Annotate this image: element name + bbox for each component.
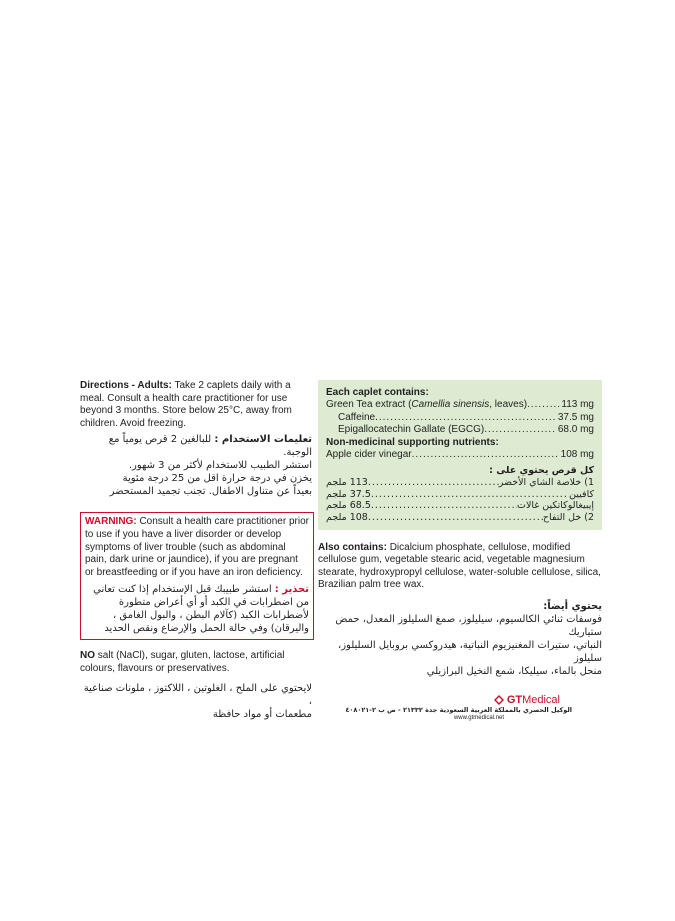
also-contains-ar-heading: يحتوي أيضاً: bbox=[543, 600, 602, 612]
no-salt-en bbox=[80, 650, 312, 675]
ingredient-value: 68.0 mg bbox=[557, 424, 594, 436]
ingredient-row bbox=[326, 424, 594, 436]
leader-dots bbox=[368, 477, 499, 488]
warning-text: Consult a health care practitioner prior to use if you have a liver disorder or develop symptoms of liver trouble (such as abdominal pain, dark urine or jaundice), if you are pregnant or breastfeeding or if you have an iron deficiency. bbox=[85, 516, 309, 578]
also-contains-section bbox=[318, 542, 602, 678]
leader-dots bbox=[368, 512, 543, 523]
ingredient-ar-row bbox=[326, 489, 594, 500]
warning-ar-text: استشر طبيبك قبل الإستخدام إذا كنت تعاني من اضطرابات في الكبد أو أي أعراض متطورة لأضطرابات الكبد (كآلام البطن ، والبول الغامق ، واليرقان) وفي حالة الحمل والإرضاع ونقص الحديد bbox=[93, 584, 309, 635]
contents-heading: Each caplet contains: bbox=[326, 387, 429, 398]
also-contains-ar-line3: منحل بالماء، سيليكا، شمع النخيل البرازيلي bbox=[426, 665, 602, 677]
also-contains-ar-line1: فوسفات ثنائي الكالسيوم، سيليلوز، صمغ السليلوز المعدل، حمض ستياريك bbox=[335, 613, 602, 638]
ingredient-value: 37.5 mg bbox=[557, 411, 594, 423]
brand-gt: GT bbox=[506, 693, 523, 706]
ingredient-ar-name: إيبيغالوكاتكين غالات bbox=[517, 500, 594, 512]
directions-text: Take 2 caplets daily with a meal. Consult a health care practitioner for use beyond 3 months. Store below 25°C, away from children. Avoid freezing. bbox=[80, 380, 292, 429]
gt-medical-logo bbox=[318, 694, 602, 706]
leader-dots bbox=[484, 424, 556, 436]
no-salt-ar bbox=[80, 682, 312, 721]
ingredient-ar-value: 68.5 ملجم bbox=[326, 500, 371, 512]
no-salt-ar-line2: مطعمات أو مواد حافظة bbox=[212, 708, 312, 720]
leader-dots bbox=[371, 500, 517, 511]
ingredient-ar-value: 108 ملجم bbox=[326, 511, 368, 523]
ingredients-box bbox=[318, 380, 602, 530]
ingredient-ar-name: كافيين bbox=[569, 488, 594, 500]
directions-ar-line3: يخزن في درجة حرارة اقل من 25 درجة مئوية bbox=[122, 473, 312, 485]
ingredient-value: 108 mg bbox=[560, 449, 594, 461]
ingredient-ar-value: 37.5 ملجم bbox=[326, 488, 371, 500]
warning-ar bbox=[85, 583, 309, 635]
no-salt-heading: NO bbox=[80, 650, 95, 662]
warning-heading: WARNING: bbox=[85, 516, 137, 528]
ingredient-latin-name: Camellia sinensis bbox=[411, 399, 490, 411]
ingredient-name-suffix: , leaves) bbox=[489, 399, 528, 411]
website-link[interactable]: www.gtmedical.net bbox=[453, 715, 504, 722]
directions-ar-line4: بعيداً عن متناول الاطفال. تجنب تجميد المستحضر bbox=[109, 486, 312, 498]
ingredient-row bbox=[326, 449, 594, 461]
no-salt-ar-line1: لايحتوي على الملح ، الغلوتين ، اللاكتوز ، ملونات صناعية ، bbox=[83, 682, 312, 707]
leader-dots bbox=[412, 449, 559, 461]
ingredient-ar-name: 2) خل التفاح bbox=[542, 511, 594, 523]
no-salt-section bbox=[80, 650, 312, 720]
directions-ar-heading: تعليمات الاستخدام : bbox=[214, 434, 312, 446]
warning-box bbox=[80, 512, 314, 640]
directions-heading: Directions - Adults: bbox=[80, 380, 172, 391]
gt-medical-logo-icon bbox=[493, 694, 505, 706]
distributor-info: الوكيل الحصري بالمملكة العربية السعودية جدة ٢١٣٣٢ - ص ب ٢-٤٠٨٠٢١ bbox=[345, 706, 572, 715]
directions-ar-line1: للبالغين 2 قرص يومياً مع الوجبة. bbox=[108, 434, 312, 459]
nonmedicinal-heading: Non-medicinal supporting nutrients: bbox=[326, 436, 499, 448]
ingredient-name: Epigallocatechin Gallate (EGCG) bbox=[338, 424, 485, 436]
ingredient-name: Apple cider vinegar bbox=[326, 449, 412, 461]
brand-name bbox=[507, 694, 560, 706]
warning-ar-heading: تحذير : bbox=[274, 584, 309, 596]
also-contains-text: Dicalcium phosphate, cellulose, modified cellulose gum, vegetable stearic acid, vegetable magnesium stearate, hydroxypropyl cellulose, water-soluble cellulose, silica, Brazilian palm tree wax. bbox=[318, 542, 601, 591]
ingredient-ar-row bbox=[326, 477, 594, 488]
also-contains-en bbox=[318, 542, 602, 592]
no-salt-text: salt (NaCl), sugar, gluten, lactose, artificial colours, flavours or preservatives. bbox=[80, 650, 285, 674]
ingredient-row bbox=[326, 412, 594, 424]
right-column bbox=[318, 380, 602, 722]
leader-dots bbox=[371, 489, 569, 500]
ingredient-ar-name: 1) خلاصة الشاي الأخضر bbox=[498, 477, 594, 489]
ingredient-value: 113 mg bbox=[561, 399, 594, 411]
contents-ar-heading: كل قرص يحتوي على : bbox=[489, 465, 594, 477]
ingredient-ar-value: 113 ملجم bbox=[326, 477, 368, 489]
directions-ar-line2: استشر الطبيب للاستخدام لأكثر من 3 شهور. bbox=[128, 460, 312, 472]
also-contains-ar-line2: النباتي، ستيرات المغنيزيوم النباتية، هيدروكسي بروبايل السليلوز، سليلوز bbox=[337, 639, 602, 664]
also-contains-ar bbox=[318, 600, 602, 678]
warning-en bbox=[85, 516, 309, 579]
ingredient-ar-row bbox=[326, 500, 594, 511]
ingredient-row bbox=[326, 399, 594, 411]
leader-dots bbox=[527, 399, 559, 411]
directions-en bbox=[80, 380, 312, 430]
directions-ar bbox=[80, 433, 312, 498]
ingredient-ar-row bbox=[326, 512, 594, 523]
also-contains-heading: Also contains: bbox=[318, 542, 387, 553]
ingredient-name: Green Tea extract ( bbox=[326, 399, 412, 411]
leader-dots bbox=[375, 412, 556, 424]
ingredient-name: Caffeine bbox=[338, 411, 376, 423]
left-column bbox=[80, 380, 312, 721]
brand-medical: Medical bbox=[522, 693, 560, 706]
